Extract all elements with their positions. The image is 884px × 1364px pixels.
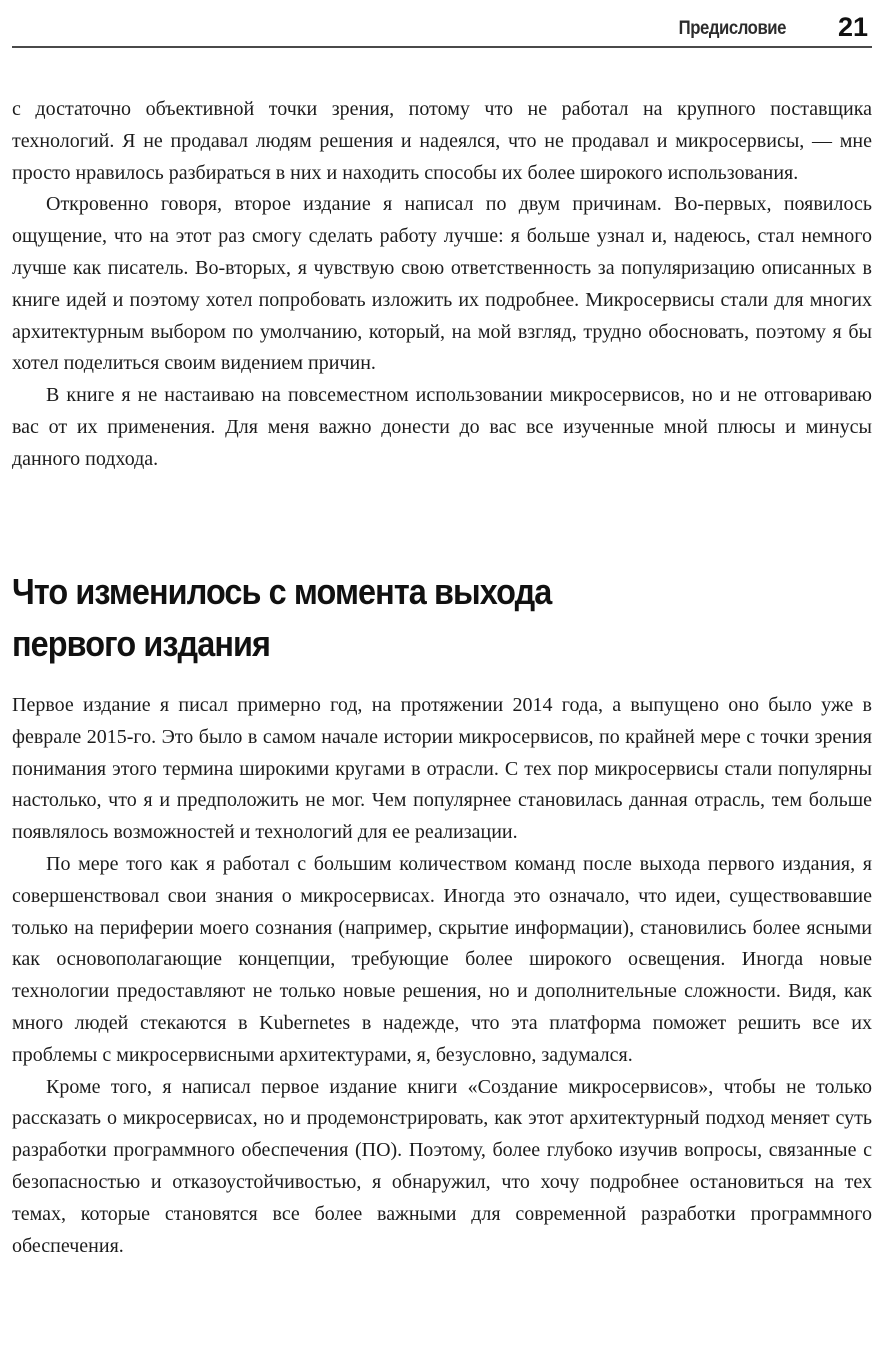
paragraph: Откровенно говоря, второе издание я написал по двум причинам. Во-первых, появилось ощущение, что на этот раз смогу сделать работу лучше: я больше узнал и, надеюсь, стал немного лучше как писатель. Во-вторых, я чувствую свою ответственность за популяризацию описанных в книге идей и поэтому хотел попробовать изложить их подробнее. Микросервисы стали для многих архитектурным выбором по умолчанию, который, на мой взгляд, трудно обосновать, поэтому я бы хотел поделиться своим видением причин. (12, 193, 872, 375)
paragraph: Кроме того, я написал первое издание книги «Создание микросервисов», чтобы не только рассказать о микросервисах, но и продемонстрировать, как этот архитектурный подход меняет суть разработки программного обеспечения (ПО). Поэтому, более глубоко изучив вопросы, связанные с безопасностью и отказоустойчивостью, я обнаружил, что хочу подробнее остановиться на тех темах, которые становятся все более важными для современной разработки программного обеспечения. (12, 1075, 872, 1257)
paragraph: По мере того как я работал с большим количеством команд после выхода первого издания, я совершенствовал свои знания о микросервисах. Иногда это означало, что идеи, существовавшие только на периферии моего сознания (например, скрытие информации), становились более ясными как основополагающие концепции, требующие более широкого освещения. Иногда новые технологии предоставляют не только новые решения, но и дополнительные сложности. Видя, как много людей стекаются в Kubernetes в надежде, что эта платформа поможет решить все их проблемы с микросервисными архитектурами, я, безусловно, задумался. (12, 852, 872, 1066)
section-heading-line: первого издания (12, 623, 271, 664)
paragraph: В книге я не настаиваю на повсеместном использовании микросервисов, но и не отговариваю вас от их применения. Для меня важно донести до вас все изученные мной плюсы и минусы данного подхода. (12, 384, 872, 470)
paragraph: с достаточно объективной точки зрения, потому что не работал на крупного поставщика технологий. Я не продавал людям решения и надеялся, что не продавал и микросервисы, — мне просто нравилось разбираться в них и находить способы их более широкого использования. (12, 98, 872, 184)
paragraph: Первое издание я писал примерно год, на протяжении 2014 года, а выпущено оно было уже в феврале 2015-го. Это было в самом начале истории микросервисов, по крайней мере с точки зрения понимания этого термина широкими кругами в отрасли. С тех пор микросервисы стали популярны настолько, что я и предположить не мог. Чем популярнее становилась данная отрасль, тем больше появлялось возможностей и технологий для ее реализации. (12, 694, 872, 844)
running-title: Предисловие (678, 18, 786, 39)
running-header (12, 10, 872, 48)
section-text-block (12, 690, 872, 1262)
section-heading (12, 566, 786, 670)
intro-text-block (12, 94, 872, 476)
section-heading-line: Что изменилось с момента выхода (12, 571, 552, 612)
page-number: 21 (837, 12, 868, 42)
